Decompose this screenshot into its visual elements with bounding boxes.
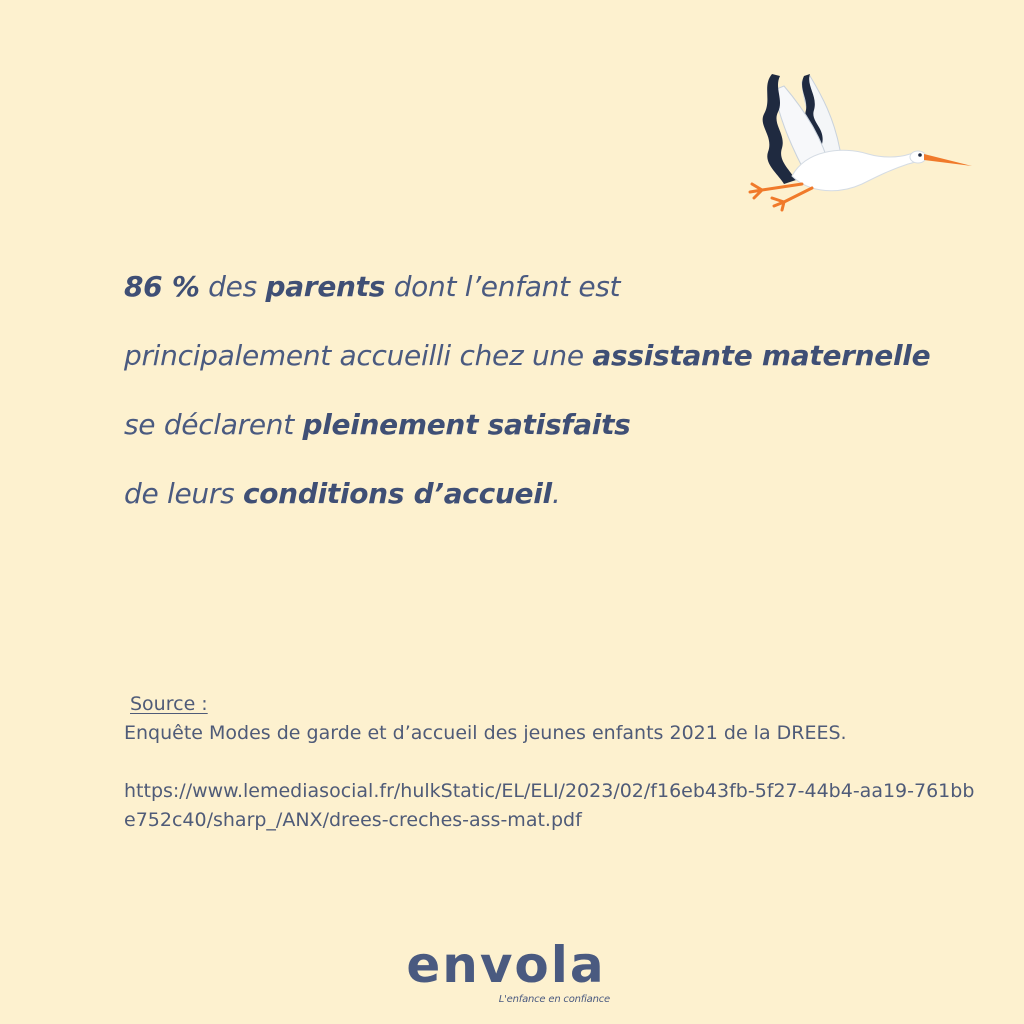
quote-text: des <box>199 270 266 303</box>
logo-wordmark: envola <box>406 936 606 994</box>
quote-text: se déclarent <box>124 408 303 441</box>
logo-tagline: L'enfance en confiance <box>498 994 610 1005</box>
quote-line-1 <box>124 252 1004 321</box>
quote-highlight-percent: 86 % <box>124 270 200 303</box>
stork-illustration <box>722 66 978 212</box>
quote-line-4 <box>124 459 1004 528</box>
source-block <box>124 690 984 835</box>
quote-line-3 <box>124 390 1004 459</box>
envola-logo <box>386 936 626 1010</box>
quote-text: . <box>551 477 561 510</box>
source-label: Source : <box>130 693 208 715</box>
quote-highlight-assistante: assistante maternelle <box>592 339 931 372</box>
quote-highlight-parents: parents <box>265 270 386 303</box>
quote-highlight-satisfaits: pleinement satisfaits <box>302 408 631 441</box>
quote-text: dont l’enfant est <box>385 270 621 303</box>
quote-text: principalement accueilli chez une <box>124 339 593 372</box>
source-url[interactable]: https://www.lemediasocial.fr/hulkStatic/EL/ELI/2023/02/f16eb43fb-5f27-44b4-aa19-761bbe752c40/sharp_/ANX/drees-creches-ass-mat.pdf <box>124 780 975 831</box>
source-text: Enquête Modes de garde et d’accueil des jeunes enfants 2021 de la DREES. <box>124 722 847 744</box>
quote-text: de leurs <box>124 477 243 510</box>
quote-line-2 <box>124 321 1004 390</box>
spacer <box>124 748 984 777</box>
main-quote <box>124 252 1004 528</box>
quote-highlight-conditions: conditions d’accueil <box>242 477 552 510</box>
